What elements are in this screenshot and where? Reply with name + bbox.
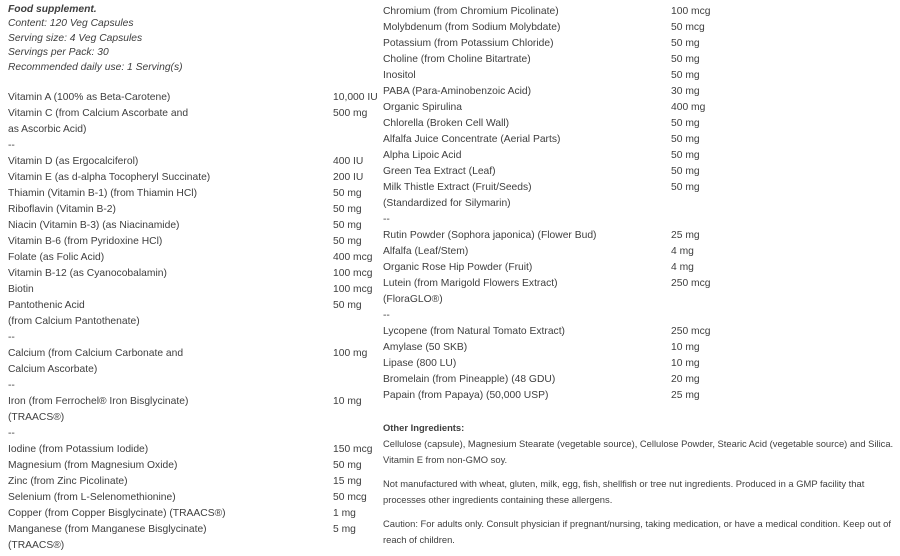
ingredient-amount: 500 mg (333, 108, 368, 120)
ingredient-row (383, 180, 898, 196)
ingredient-name: Bromelain (from Pineapple) (48 GDU) (383, 374, 556, 385)
ingredient-name: Copper (from Copper Bisglycinate) (TRAACS®) (8, 508, 226, 520)
ingredient-amount: 100 mcg (333, 268, 373, 280)
ingredient-row (383, 20, 898, 36)
ingredient-amount: 10,000 IU (333, 92, 378, 104)
ingredient-row (383, 308, 898, 324)
ingredient-name: Vitamin C (from Calcium Ascorbate and (8, 108, 189, 120)
ingredient-row (8, 170, 378, 186)
ingredient-row (383, 68, 898, 84)
ingredient-name: -- (383, 310, 390, 321)
ingredient-row (383, 244, 898, 260)
ingredient-name: Alfalfa (Leaf/Stem) (383, 246, 469, 257)
ingredient-amount: 250 mcg (671, 278, 711, 289)
ingredient-row (8, 490, 378, 506)
ingredient-name: Folate (as Folic Acid) (8, 252, 105, 264)
ingredient-name: -- (8, 332, 15, 344)
ingredient-name: Lycopene (from Natural Tomato Extract) (383, 326, 565, 337)
ingredient-list-right (383, 4, 898, 404)
ingredient-amount: 200 IU (333, 172, 364, 184)
ingredient-row (383, 84, 898, 100)
ingredient-row (8, 522, 378, 538)
ingredient-amount: 50 mg (333, 220, 362, 232)
ingredient-name: Iodine (from Potassium Iodide) (8, 444, 149, 456)
ingredient-row (383, 276, 898, 292)
ingredient-amount: 25 mg (671, 230, 700, 241)
ingredient-name: Thiamin (Vitamin B-1) (from Thiamin HCl) (8, 188, 198, 200)
ingredient-row (383, 372, 898, 388)
ingredient-amount: 4 mg (671, 246, 694, 257)
ingredient-row (8, 410, 378, 426)
ingredient-name: Papain (from Papaya) (50,000 USP) (383, 390, 549, 401)
ingredient-amount: 20 mg (671, 374, 700, 385)
ingredient-row (8, 442, 378, 458)
ingredient-name: Alpha Lipoic Acid (383, 150, 462, 161)
ingredient-amount: 50 mg (671, 118, 700, 129)
ingredient-amount: 50 mg (671, 182, 700, 193)
ingredient-amount: 400 IU (333, 156, 364, 168)
ingredient-row (383, 132, 898, 148)
ingredient-amount: 50 mg (671, 54, 700, 65)
ingredient-amount: 50 mg (333, 300, 362, 312)
ingredient-row (8, 154, 378, 170)
ingredient-row (8, 250, 378, 266)
ingredient-row (8, 346, 378, 362)
ingredient-row (383, 356, 898, 372)
right-column (383, 4, 898, 548)
ingredient-row (8, 506, 378, 522)
ingredient-amount: 4 mg (671, 262, 694, 273)
ingredient-list-left (8, 90, 378, 554)
ingredient-name: Lutein (from Marigold Flowers Extract) (383, 278, 558, 289)
ingredient-row (383, 324, 898, 340)
ingredient-name: Green Tea Extract (Leaf) (383, 166, 496, 177)
ingredient-amount: 50 mg (671, 150, 700, 161)
ingredient-name: (TRAACS®) (8, 412, 65, 424)
ingredient-row (383, 164, 898, 180)
ingredient-amount: 50 mg (671, 166, 700, 177)
ingredient-row (383, 116, 898, 132)
ingredient-name: Inositol (383, 70, 416, 81)
ingredient-amount: 400 mcg (333, 252, 373, 264)
ingredient-row (8, 218, 378, 234)
ingredient-amount: 150 mcg (333, 444, 373, 456)
footer-paragraphs (383, 436, 898, 548)
serving-size-line: Serving size: 4 Veg Capsules (8, 32, 143, 44)
ingredient-name: Pantothenic Acid (8, 300, 85, 312)
ingredient-row (383, 196, 898, 212)
ingredient-row (383, 100, 898, 116)
ingredient-amount: 1 mg (333, 508, 356, 520)
ingredient-amount: 400 mg (671, 102, 706, 113)
ingredient-name: Rutin Powder (Sophora japonica) (Flower Bud) (383, 230, 597, 241)
ingredient-amount: 30 mg (671, 86, 700, 97)
footer-paragraph (383, 436, 898, 468)
ingredient-name: Milk Thistle Extract (Fruit/Seeds) (383, 182, 532, 193)
ingredient-row (8, 378, 378, 394)
ingredient-amount: 50 mg (671, 70, 700, 81)
ingredient-row (8, 426, 378, 442)
ingredient-amount: 50 mg (671, 134, 700, 145)
footer-paragraph-line: reach of children. (383, 534, 455, 545)
ingredient-amount: 250 mcg (671, 326, 711, 337)
ingredient-name: Selenium (from L-Selenomethionine) (8, 492, 176, 504)
ingredient-row (8, 538, 378, 554)
ingredient-row (8, 394, 378, 410)
ingredient-name: Vitamin E (as d-alpha Tocopheryl Succinate) (8, 172, 211, 184)
ingredient-amount: 50 mg (671, 38, 700, 49)
ingredient-amount: 15 mg (333, 476, 362, 488)
servings-per-pack-line: Servings per Pack: 30 (8, 47, 109, 59)
ingredient-name: (FloraGLO®) (383, 294, 443, 305)
ingredient-row (383, 212, 898, 228)
ingredient-amount: 100 mcg (333, 284, 373, 296)
ingredient-name: (TRAACS®) (8, 540, 65, 552)
ingredient-row (383, 292, 898, 308)
footer-paragraph-line: Caution: For adults only. Consult physician if pregnant/nursing, taking medication, or have a medical condition. Keep out of (383, 518, 891, 529)
ingredient-amount: 10 mg (671, 358, 700, 369)
ingredient-name: Chromium (from Chromium Picolinate) (383, 6, 559, 17)
ingredient-row (8, 138, 378, 154)
ingredient-name: Manganese (from Manganese Bisglycinate) (8, 524, 207, 536)
ingredient-row (383, 340, 898, 356)
ingredient-name: Lipase (800 LU) (383, 358, 457, 369)
footer-paragraph-line: Vitamin E from non-GMO soy. (383, 454, 508, 465)
ingredient-name: PABA (Para-Aminobenzoic Acid) (383, 86, 532, 97)
ingredient-amount: 10 mg (671, 342, 700, 353)
ingredient-amount: 50 mg (333, 188, 362, 200)
ingredient-row (383, 228, 898, 244)
ingredient-name: -- (8, 380, 15, 392)
ingredient-row (8, 202, 378, 218)
ingredient-name: Calcium Ascorbate) (8, 364, 98, 376)
ingredient-row (8, 186, 378, 202)
ingredient-name: Organic Rose Hip Powder (Fruit) (383, 262, 533, 273)
ingredient-amount: 50 mcg (671, 22, 705, 33)
ingredient-row (8, 298, 378, 314)
ingredient-name: Biotin (8, 284, 34, 296)
ingredient-name: -- (383, 214, 390, 225)
ingredient-row (8, 266, 378, 282)
product-meta (8, 3, 378, 75)
ingredient-amount: 50 mg (333, 236, 362, 248)
footer-paragraph-line: Cellulose (capsule), Magnesium Stearate (vegetable source), Cellulose Powder, Stearic Acid (vegetable source) and Silica. (383, 438, 894, 449)
ingredient-amount: 10 mg (333, 396, 362, 408)
ingredient-amount: 50 mg (333, 460, 362, 472)
footer-paragraph-line: processes other ingredients containing these allergens. (383, 494, 613, 505)
ingredient-name: Potassium (from Potassium Chloride) (383, 38, 554, 49)
ingredient-name: Vitamin A (100% as Beta-Carotene) (8, 92, 171, 104)
ingredient-name: Zinc (from Zinc Picolinate) (8, 476, 128, 488)
ingredient-amount: 5 mg (333, 524, 356, 536)
ingredient-name: -- (8, 140, 15, 152)
ingredient-row (383, 36, 898, 52)
ingredient-name: Calcium (from Calcium Carbonate and (8, 348, 184, 360)
ingredient-name: Molybdenum (from Sodium Molybdate) (383, 22, 561, 33)
ingredient-name: -- (8, 428, 15, 440)
ingredient-name: Alfalfa Juice Concentrate (Aerial Parts) (383, 134, 561, 145)
footer-paragraph-line: Not manufactured with wheat, gluten, milk, egg, fish, shellfish or tree nut ingredients. Produced in a GMP facility that (383, 478, 865, 489)
ingredient-name: Organic Spirulina (383, 102, 462, 113)
other-ingredients-heading: Other Ingredients: (383, 422, 465, 433)
ingredient-row (8, 330, 378, 346)
ingredient-name: Iron (from Ferrochel® Iron Bisglycinate) (8, 396, 189, 408)
ingredient-row (383, 148, 898, 164)
ingredient-row (383, 4, 898, 20)
ingredient-name: (from Calcium Pantothenate) (8, 316, 140, 328)
ingredient-row (8, 474, 378, 490)
ingredient-name: (Standardized for Silymarin) (383, 198, 511, 209)
footer-paragraph (383, 516, 898, 548)
ingredient-amount: 100 mg (333, 348, 368, 360)
ingredient-name: Riboflavin (Vitamin B-2) (8, 204, 116, 216)
left-column (8, 3, 378, 554)
content-line: Content: 120 Veg Capsules (8, 18, 134, 30)
ingredient-row (8, 90, 378, 106)
ingredient-row (8, 122, 378, 138)
ingredient-amount: 100 mcg (671, 6, 711, 17)
ingredient-name: Magnesium (from Magnesium Oxide) (8, 460, 178, 472)
ingredient-row (383, 260, 898, 276)
ingredient-amount: 50 mcg (333, 492, 367, 504)
ingredient-name: Niacin (Vitamin B-3) (as Niacinamide) (8, 220, 180, 232)
ingredient-name: Chlorella (Broken Cell Wall) (383, 118, 510, 129)
ingredient-amount: 25 mg (671, 390, 700, 401)
ingredient-row (8, 314, 378, 330)
recommended-use-line: Recommended daily use: 1 Serving(s) (8, 61, 183, 73)
ingredient-name: Vitamin B-12 (as Cyanocobalamin) (8, 268, 167, 280)
ingredient-name: Amylase (50 SKB) (383, 342, 468, 353)
ingredient-row (383, 52, 898, 68)
ingredient-row (383, 388, 898, 404)
ingredient-name: Vitamin D (as Ergocalciferol) (8, 156, 139, 168)
ingredient-name: Vitamin B-6 (from Pyridoxine HCl) (8, 236, 163, 248)
ingredient-row (8, 106, 378, 122)
other-ingredients-section (383, 420, 898, 548)
footer-paragraph (383, 476, 898, 508)
ingredient-row (8, 282, 378, 298)
product-type-title: Food supplement. (8, 4, 97, 15)
ingredient-row (8, 458, 378, 474)
ingredient-name: Choline (from Choline Bitartrate) (383, 54, 531, 65)
ingredient-name: as Ascorbic Acid) (8, 124, 87, 136)
ingredient-row (8, 362, 378, 378)
ingredient-row (8, 234, 378, 250)
ingredient-amount: 50 mg (333, 204, 362, 216)
